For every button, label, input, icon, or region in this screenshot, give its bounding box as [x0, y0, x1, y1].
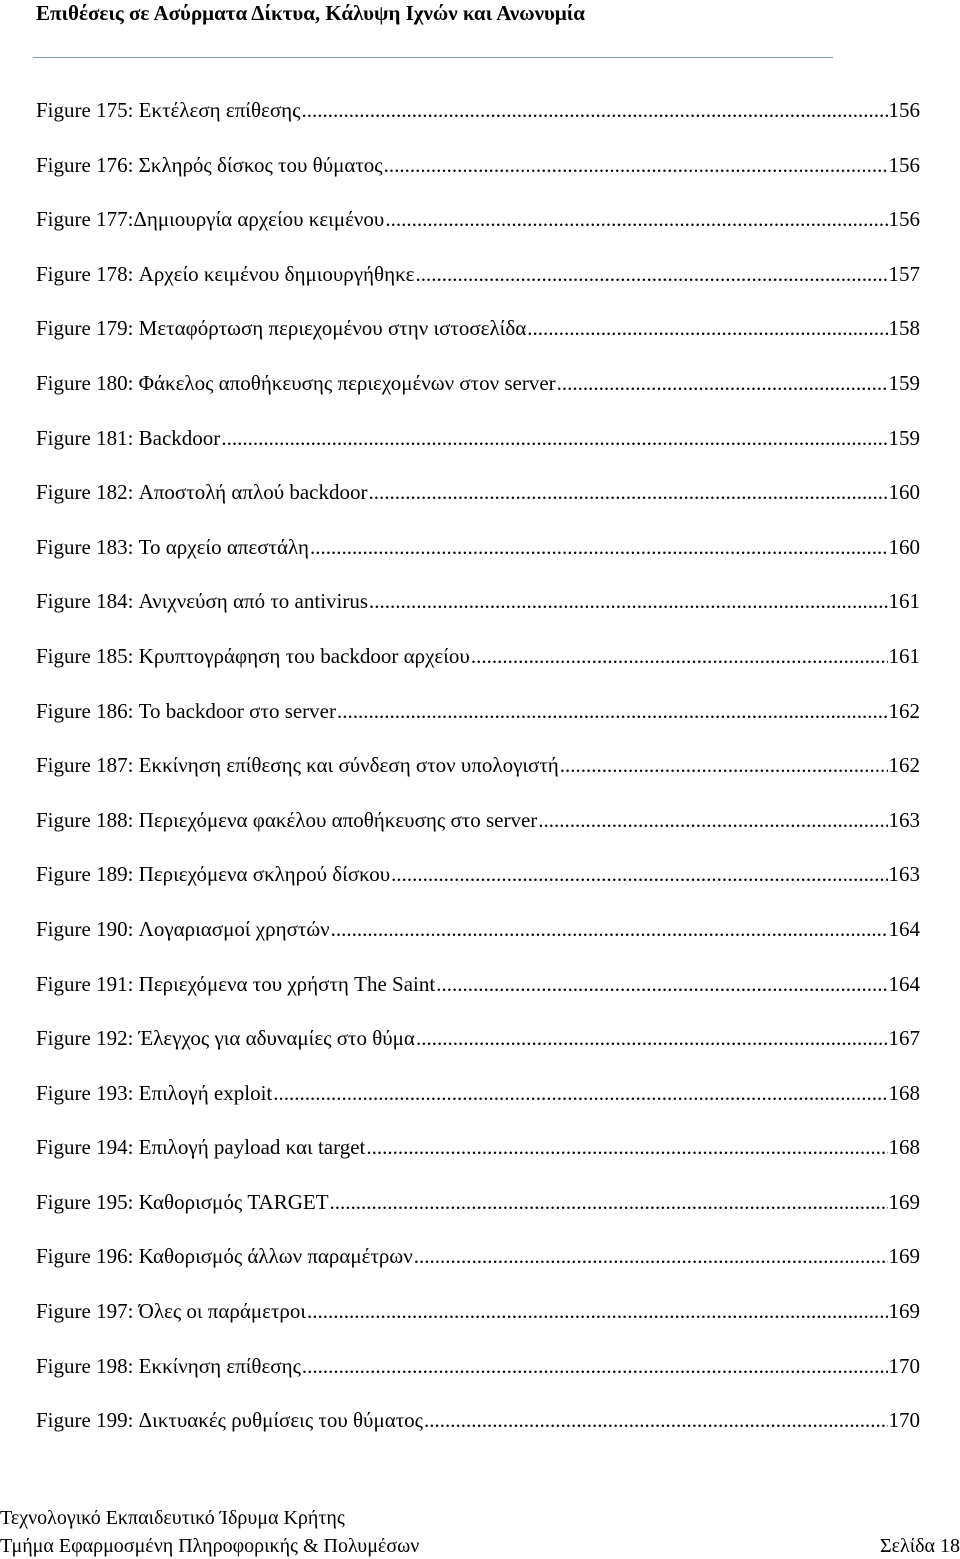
toc-entry-page: 156 — [888, 98, 920, 122]
toc-entry[interactable] — [36, 420, 920, 475]
toc-entry-page: 163 — [888, 807, 920, 832]
toc-entry-title: Figure 189: Περιεχόμενα σκληρού δίσκου — [36, 862, 391, 887]
toc-entry[interactable] — [36, 92, 920, 147]
toc-entry[interactable] — [36, 147, 920, 202]
toc-entry-page: 170 — [888, 1353, 920, 1378]
footer-institution: Τεχνολογικό Εκπαιδευτικό Ίδρυμα Κρήτης — [0, 1507, 345, 1529]
toc-entry-title: Figure 175: Εκτέλεση επίθεσης — [36, 98, 301, 122]
toc-entry[interactable] — [36, 1238, 920, 1293]
footer-department: Τμήμα Εφαρμοσμένη Πληροφορικής & Πολυμέσων — [0, 1535, 420, 1557]
toc-entry-title: Figure 187: Εκκίνηση επίθεσης και σύνδεση στον υπολογιστή — [36, 753, 559, 778]
toc-entry-page: 161 — [888, 643, 920, 668]
toc-entry[interactable] — [36, 856, 920, 911]
toc-entry-title: Figure 177:Δημιουργία αρχείου κειμένου — [36, 207, 385, 232]
toc-entry-title: Figure 197: Όλες οι παράμετροι — [36, 1299, 307, 1324]
toc-entry-title: Figure 196: Καθορισμός άλλων παραμέτρων — [36, 1244, 413, 1269]
toc-entry-page: 156 — [888, 207, 920, 232]
toc-entry-page: 159 — [888, 425, 920, 450]
toc-dot-leader — [331, 911, 888, 947]
toc-entry[interactable] — [36, 638, 920, 693]
toc-entry-page: 168 — [888, 1135, 920, 1160]
toc-entry[interactable] — [36, 201, 920, 256]
toc-entry[interactable] — [36, 1293, 920, 1348]
toc-dot-leader — [302, 1348, 888, 1384]
toc-entry[interactable] — [36, 747, 920, 802]
toc-entry-title: Figure 181: Backdoor — [36, 425, 221, 450]
toc-entry-title: Figure 186: Το backdoor στο server — [36, 698, 336, 723]
toc-entry-page: 158 — [888, 316, 920, 341]
toc-dot-leader — [538, 802, 887, 838]
toc-entry-title: Figure 192: Έλεγχος για αδυναμίες στο θύμα — [36, 1026, 415, 1051]
toc-entry-page: 170 — [888, 1408, 920, 1433]
toc-entry[interactable] — [36, 1075, 920, 1130]
toc-dot-leader — [221, 420, 887, 456]
toc-dot-leader — [310, 529, 888, 565]
toc-dot-leader — [414, 1238, 888, 1274]
toc-entry-title: Figure 193: Επιλογή exploit — [36, 1080, 273, 1105]
toc-dot-leader — [384, 147, 888, 183]
toc-entry-title: Figure 195: Καθορισμός TARGET — [36, 1189, 329, 1214]
toc-entry[interactable] — [36, 1348, 920, 1403]
toc-entry[interactable] — [36, 310, 920, 365]
toc-dot-leader — [415, 256, 887, 292]
toc-entry-title: Figure 191: Περιεχόμενα του χρήστη The Saint — [36, 971, 436, 996]
toc-entry-page: 160 — [888, 480, 920, 505]
toc-dot-leader — [436, 966, 887, 1002]
toc-entry[interactable] — [36, 1402, 920, 1457]
toc-entry-title: Figure 188: Περιεχόμενα φακέλου αποθήκευσης στο server — [36, 807, 538, 832]
toc-dot-leader — [471, 638, 888, 674]
toc-entry-page: 162 — [888, 753, 920, 778]
toc-entry-title: Figure 182: Αποστολή απλού backdoor — [36, 480, 368, 505]
toc-entry[interactable] — [36, 966, 920, 1021]
toc-entry-page: 161 — [888, 589, 920, 614]
toc-entry-page: 168 — [888, 1080, 920, 1105]
toc-dot-leader — [330, 1184, 888, 1220]
toc-entry-title: Figure 178: Αρχείο κειμένου δημιουργήθηκε — [36, 261, 415, 286]
toc-entry[interactable] — [36, 1184, 920, 1239]
toc-entry[interactable] — [36, 474, 920, 529]
toc-dot-leader — [424, 1402, 888, 1438]
toc-dot-leader — [385, 201, 887, 237]
toc-entry[interactable] — [36, 802, 920, 857]
toc-dot-leader — [557, 365, 888, 401]
toc-entry-page: 164 — [888, 916, 920, 941]
toc-entry-title: Figure 184: Ανιχνεύση από το antivirus — [36, 589, 369, 614]
toc-entry-title: Figure 194: Επιλογή payload και target — [36, 1135, 366, 1160]
toc-entry[interactable] — [36, 693, 920, 748]
page-header-title: Επιθέσεις σε Ασύρματα Δίκτυα, Κάλυψη Ιχνών και Ανωνυμία — [36, 1, 586, 25]
toc-entry-page: 164 — [888, 971, 920, 996]
toc-entry-page: 157 — [888, 261, 920, 286]
toc-entry-title: Figure 183: Το αρχείο απεστάλη — [36, 534, 309, 559]
toc-entry-page: 163 — [888, 862, 920, 887]
toc-dot-leader — [560, 747, 888, 783]
toc-dot-leader — [273, 1075, 887, 1111]
toc-entry-title: Figure 179: Μεταφόρτωση περιεχομένου στην ιστοσελίδα — [36, 316, 527, 341]
toc-entry[interactable] — [36, 529, 920, 584]
toc-dot-leader — [527, 310, 887, 346]
toc-entry-title: Figure 198: Εκκίνηση επίθεσης — [36, 1353, 301, 1378]
toc-entry-title: Figure 180: Φάκελος αποθήκευσης περιεχομένων στον server — [36, 370, 556, 395]
footer-page-number: Σελίδα 18 — [879, 1535, 960, 1557]
toc-dot-leader — [391, 856, 887, 892]
toc-entry[interactable] — [36, 256, 920, 311]
toc-entry[interactable] — [36, 365, 920, 420]
toc-dot-leader — [307, 1293, 887, 1329]
toc-entry-page: 159 — [888, 370, 920, 395]
toc-entry-title: Figure 176: Σκληρός δίσκος του θύματος — [36, 152, 383, 177]
toc-dot-leader — [369, 583, 887, 619]
toc-entry-page: 167 — [888, 1026, 920, 1051]
toc-entry[interactable] — [36, 1020, 920, 1075]
toc-entry-page: 169 — [888, 1299, 920, 1324]
toc-entry-page: 169 — [888, 1244, 920, 1269]
toc-dot-leader — [301, 92, 887, 128]
toc-entry[interactable] — [36, 1129, 920, 1184]
toc-dot-leader — [416, 1020, 888, 1056]
toc-entry-page: 169 — [888, 1189, 920, 1214]
toc-entry[interactable] — [36, 583, 920, 638]
toc-entry-page: 156 — [888, 152, 920, 177]
toc-entry-page: 160 — [888, 534, 920, 559]
toc-entry-title: Figure 199: Δικτυακές ρυθμίσεις του θύματος — [36, 1408, 423, 1433]
toc-dot-leader — [366, 1129, 887, 1165]
header-divider — [33, 57, 833, 58]
toc-dot-leader — [369, 474, 888, 510]
toc-entry-page: 162 — [888, 698, 920, 723]
toc-entry[interactable] — [36, 911, 920, 966]
toc-dot-leader — [337, 693, 888, 729]
toc-entry-title: Figure 185: Κρυπτογράφηση του backdoor αρχείου — [36, 643, 470, 668]
table-of-figures — [36, 92, 920, 1457]
toc-entry-title: Figure 190: Λογαριασμοί χρηστών — [36, 916, 330, 941]
